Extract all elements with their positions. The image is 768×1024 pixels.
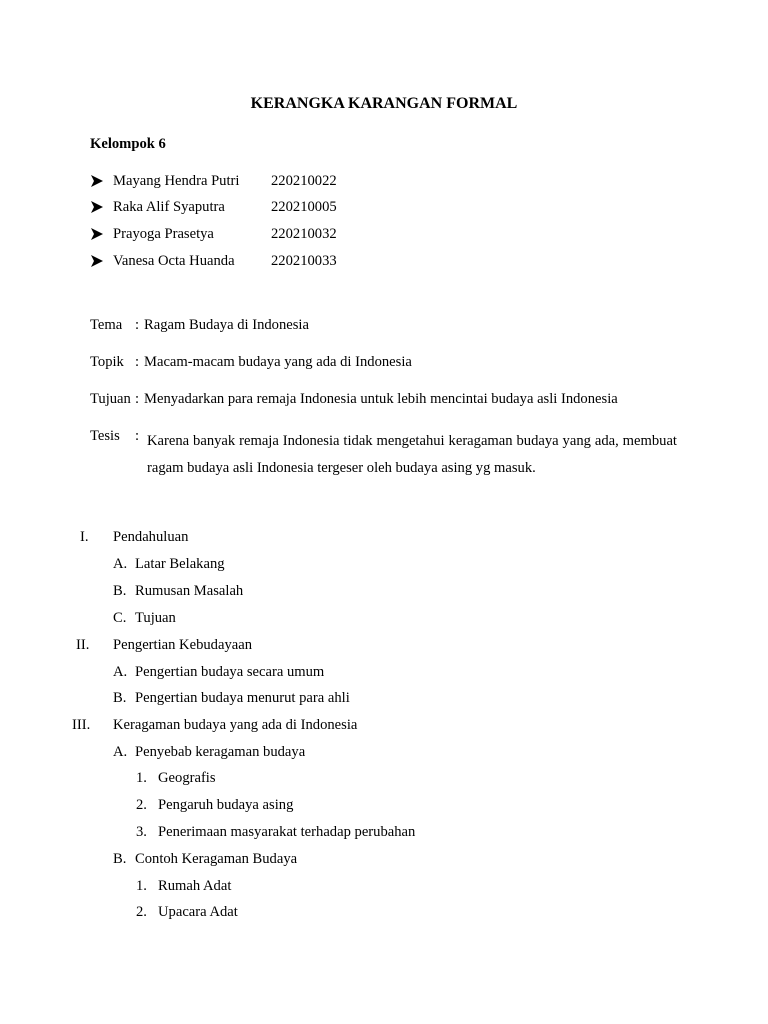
arrow-bullet-icon	[90, 227, 104, 241]
field-value: Ragam Budaya di Indonesia	[144, 317, 309, 333]
field-separator: :	[135, 428, 140, 444]
subsection-text: Penyebab keragaman budaya	[135, 744, 306, 760]
item-number: 2.	[136, 797, 147, 813]
section-number: II.	[76, 637, 90, 653]
field-label: Topik	[90, 354, 124, 370]
item-number: 2.	[136, 904, 147, 920]
subsection-text: Rumusan Masalah	[135, 583, 244, 599]
member-name: Vanesa Octa Huanda	[113, 253, 235, 269]
item-text: Upacara Adat	[158, 904, 238, 920]
field-label: Tesis	[90, 428, 120, 444]
field-value: Macam-macam budaya yang ada di Indonesia	[144, 354, 412, 370]
field-value: Karena banyak remaja Indonesia tidak mengetahui keragaman budaya yang ada, membuat ragam budaya asli Indonesia tergeser oleh budaya asing yg masuk.	[147, 433, 677, 476]
field-separator: :	[135, 317, 140, 333]
field-label: Tujuan	[90, 391, 131, 407]
member-name: Mayang Hendra Putri	[113, 173, 240, 189]
subsection-text: Contoh Keragaman Budaya	[135, 851, 298, 867]
section-title: Keragaman budaya yang ada di Indonesia	[113, 717, 358, 733]
subsection-letter: A.	[113, 556, 128, 572]
item-text: Rumah Adat	[158, 878, 232, 894]
item-number: 1.	[136, 770, 147, 786]
section-title: Pendahuluan	[113, 529, 189, 545]
subsection-text: Pengertian budaya secara umum	[135, 664, 325, 680]
arrow-bullet-icon	[90, 174, 104, 188]
field-separator: :	[135, 354, 140, 370]
member-id: 220210005	[271, 199, 337, 215]
subsection-letter: B.	[113, 690, 127, 706]
section-title: Pengertian Kebudayaan	[113, 637, 252, 653]
item-text: Pengaruh budaya asing	[158, 797, 294, 813]
subsection-letter: B.	[113, 583, 127, 599]
arrow-bullet-icon	[90, 200, 104, 214]
field-label: Tema	[90, 317, 123, 333]
member-id: 220210032	[271, 226, 337, 242]
item-text: Geografis	[158, 770, 216, 786]
section-number: I.	[80, 529, 89, 545]
group-label: Kelompok 6	[90, 136, 166, 152]
subsection-text: Tujuan	[135, 610, 176, 626]
field-separator: :	[135, 391, 140, 407]
subsection-letter: C.	[113, 610, 127, 626]
subsection-letter: A.	[113, 744, 128, 760]
item-text: Penerimaan masyarakat terhadap perubahan	[158, 824, 416, 840]
member-name: Prayoga Prasetya	[113, 226, 214, 242]
subsection-text: Latar Belakang	[135, 556, 225, 572]
field-value: Menyadarkan para remaja Indonesia untuk lebih mencintai budaya asli Indonesia	[144, 391, 618, 407]
subsection-letter: B.	[113, 851, 127, 867]
member-name: Raka Alif Syaputra	[113, 199, 225, 215]
member-id: 220210033	[271, 253, 337, 269]
document-title: KERANGKA KARANGAN FORMAL	[250, 95, 518, 112]
item-number: 3.	[136, 824, 147, 840]
section-number: III.	[72, 717, 91, 733]
item-number: 1.	[136, 878, 147, 894]
subsection-letter: A.	[113, 664, 128, 680]
subsection-text: Pengertian budaya menurut para ahli	[135, 690, 350, 706]
member-id: 220210022	[271, 173, 337, 189]
arrow-bullet-icon	[90, 254, 104, 268]
